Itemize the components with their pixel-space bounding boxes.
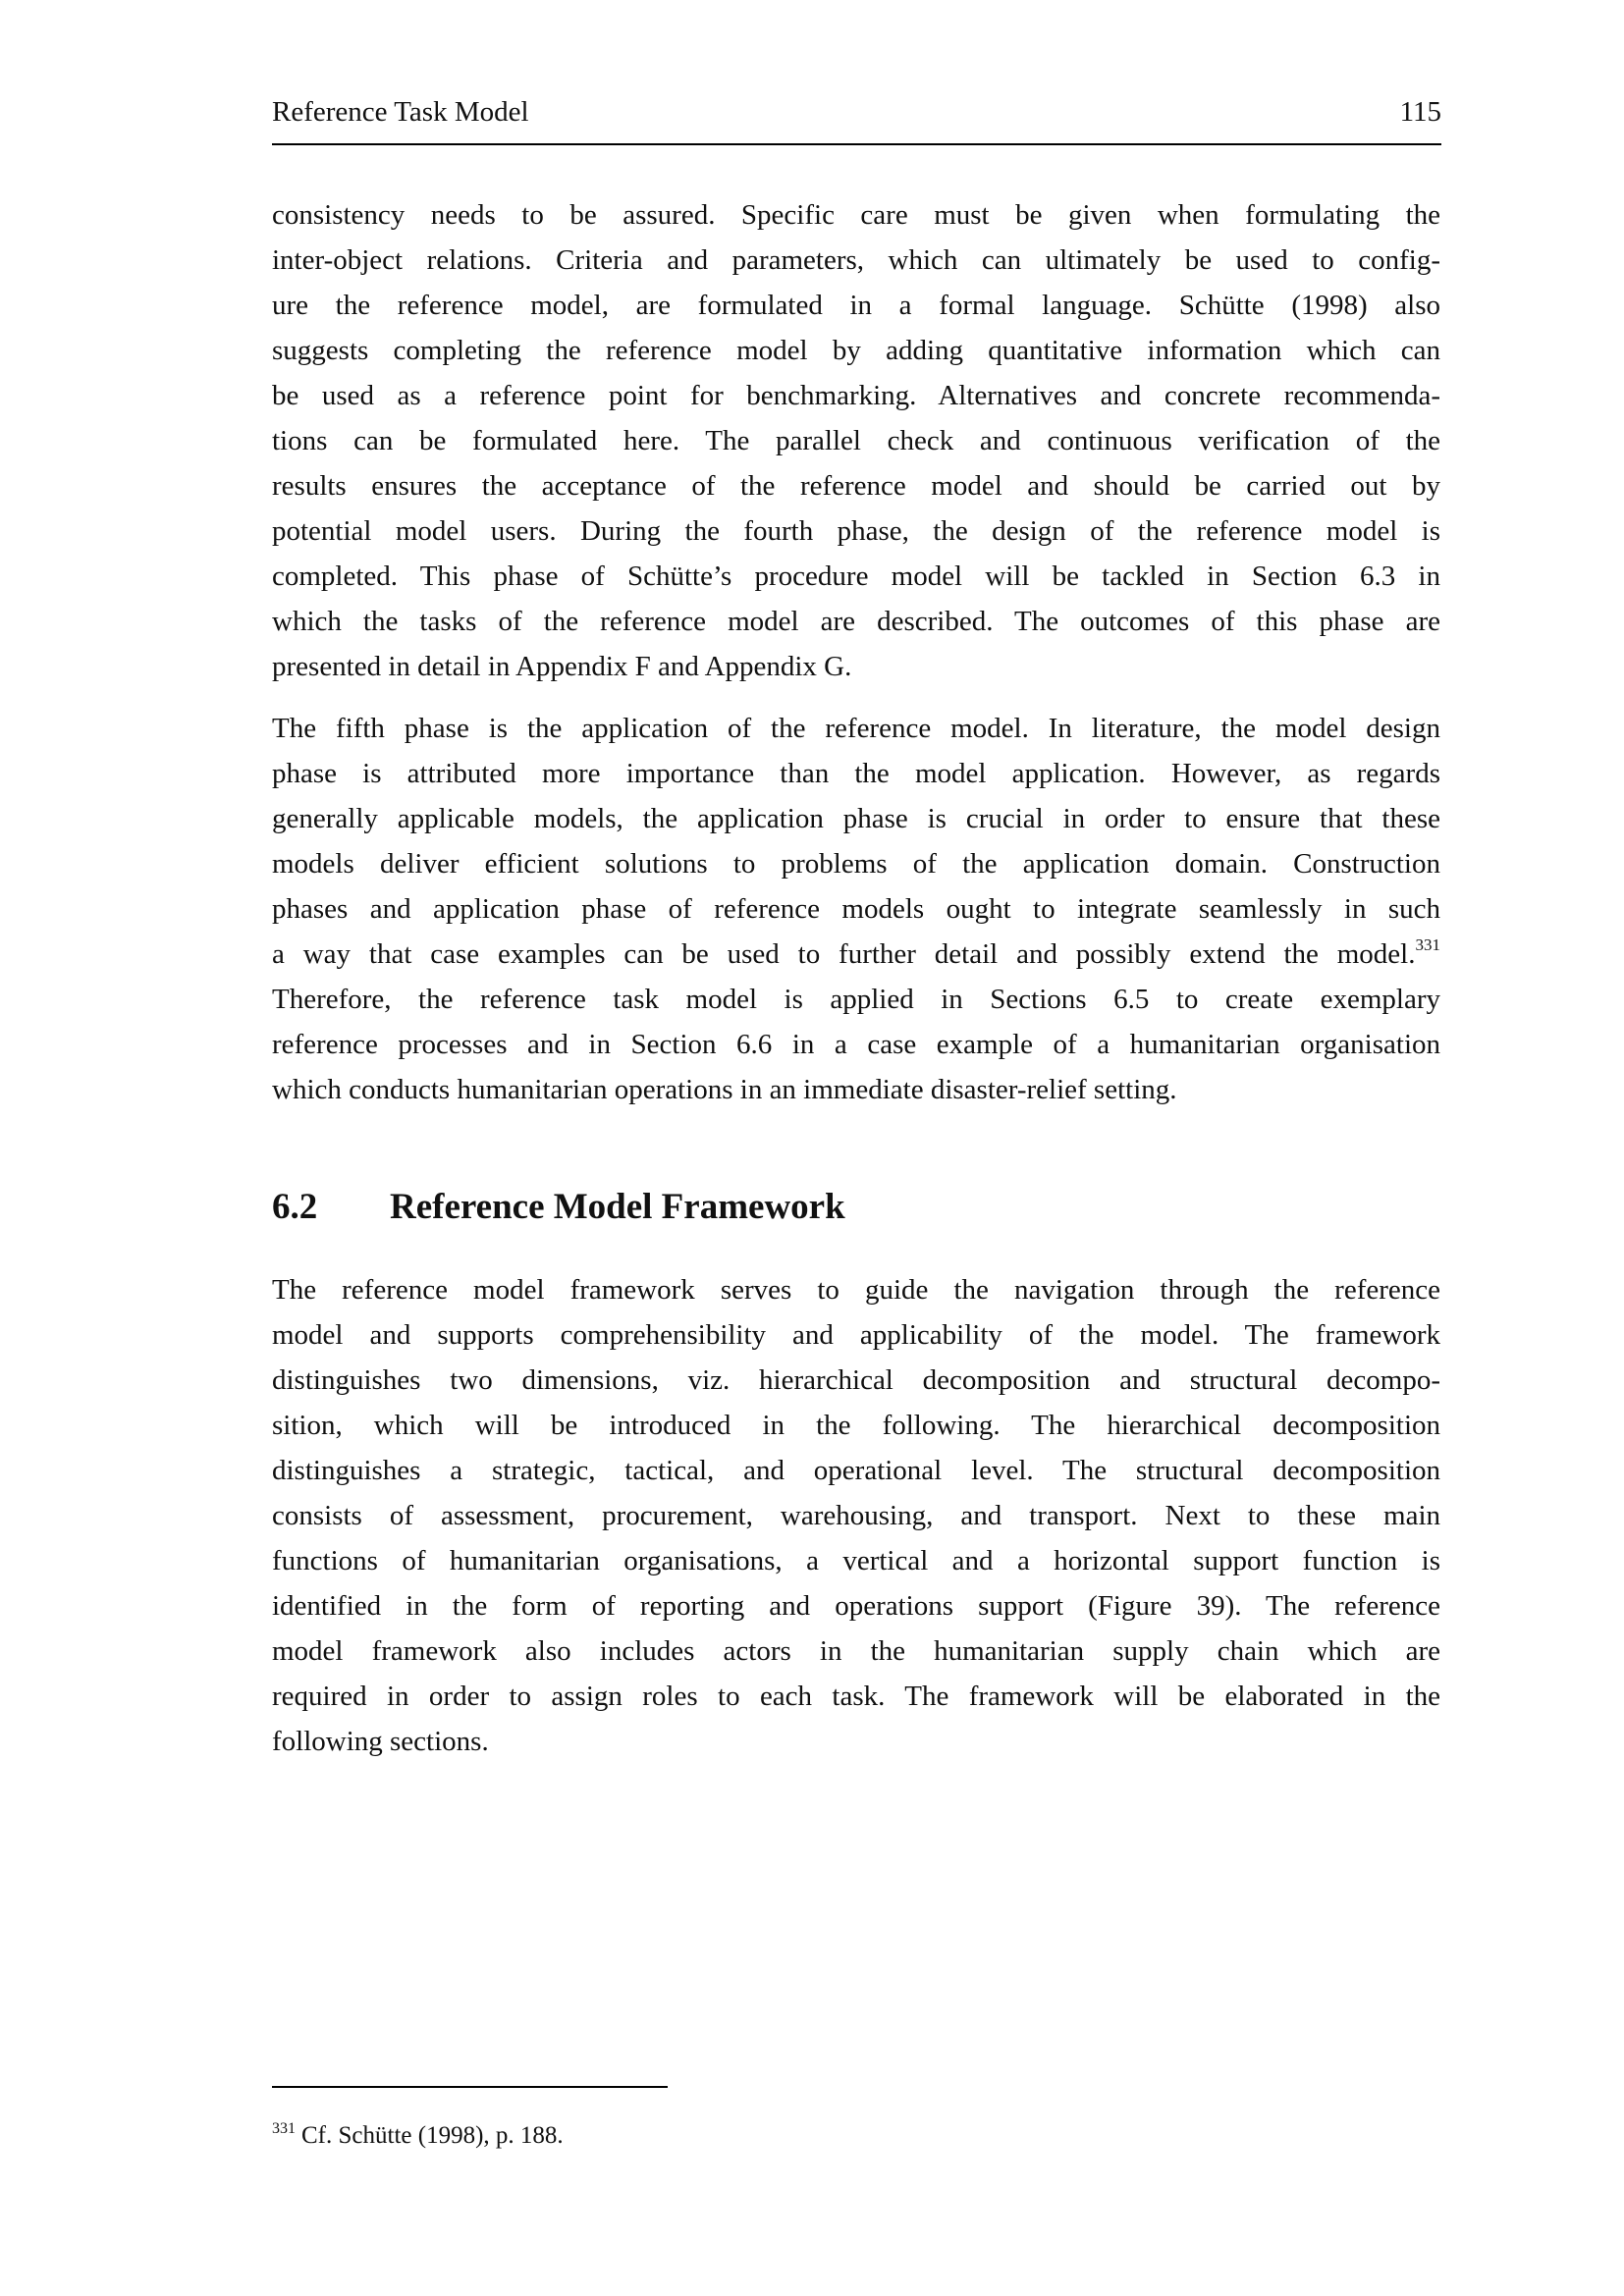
text-line [272,796,1440,841]
text-line-content: potential model users. During the fourth phase, the design of the reference model is [272,515,1440,547]
text-line [272,554,1440,599]
text-line-content: ure the reference model, are formulated in a formal language. Schütte (1998) also [272,290,1440,321]
footnote-text: Cf. Schütte (1998), p. 188. [301,2122,564,2149]
text-line [272,373,1440,418]
section-title: Reference Model Framework [390,1187,845,1227]
text-line-content: presented in detail in Appendix F and Appendix G. [272,651,852,682]
footnote [272,2122,564,2150]
text-line [272,751,1440,796]
text-line-content: functions of humanitarian organisations, a vertical and a horizontal support function is [272,1545,1440,1576]
text-line [272,1448,1440,1493]
text-line-content: inter-object relations. Criteria and parameters, which can ultimately be used to config- [272,244,1440,276]
text-line-content: model framework also includes actors in the humanitarian supply chain which are [272,1635,1440,1667]
text-line-content: a way that case examples can be used to further detail and possibly extend the model. [272,938,1416,970]
paragraph-2 [272,706,1440,1112]
text-line-content: following sections. [272,1726,489,1757]
text-line [272,1358,1440,1403]
text-line [272,1267,1440,1312]
running-header [272,96,1441,135]
text-line-content: distinguishes two dimensions, viz. hierarchical decomposition and structural decompo- [272,1364,1440,1396]
section-number: 6.2 [272,1187,318,1227]
text-line-content: sition, which will be introduced in the following. The hierarchical decomposition [272,1410,1440,1441]
text-line [272,1493,1440,1538]
text-line-content: phase is attributed more importance than the model application. However, as regards [272,758,1440,789]
text-line-content: phases and application phase of reference models ought to integrate seamlessly in such [272,893,1440,925]
text-line [272,192,1440,238]
text-line-content: required in order to assign roles to each task. The framework will be elaborated in the [272,1681,1440,1712]
text-line [272,1538,1440,1583]
text-line-content: completed. This phase of Schütte’s procedure model will be tackled in Section 6.3 in [272,561,1440,592]
text-line-content: Therefore, the reference task model is applied in Sections 6.5 to create exemplary [272,984,1440,1015]
text-line [272,283,1440,328]
text-line [272,328,1440,373]
text-line-content: generally applicable models, the application phase is crucial in order to ensure that these [272,803,1440,834]
paragraph-1 [272,192,1440,689]
text-line [272,1403,1440,1448]
text-line [272,1583,1440,1629]
header-rule [272,143,1441,145]
text-line-content: consistency needs to be assured. Specific care must be given when formulating the [272,199,1440,231]
text-line [272,418,1440,463]
text-line-content: consists of assessment, procurement, warehousing, and transport. Next to these main [272,1500,1440,1531]
text-line-content: be used as a reference point for benchmarking. Alternatives and concrete recommenda- [272,380,1440,411]
text-line [272,1067,1440,1112]
text-line [272,706,1440,751]
text-line-content: The reference model framework serves to guide the navigation through the reference [272,1274,1440,1306]
page-number: 115 [1399,96,1441,128]
text-line [272,599,1440,644]
text-line [272,1312,1440,1358]
footnote-marker: 331 [272,2120,296,2137]
footnote-rule [272,2086,668,2088]
text-line [272,977,1440,1022]
text-line [272,932,1440,977]
text-line-content: results ensures the acceptance of the reference model and should be carried out by [272,470,1440,502]
text-line-content: distinguishes a strategic, tactical, and operational level. The structural decomposition [272,1455,1440,1486]
footnote-reference[interactable]: 331 [1415,935,1440,954]
paragraph-3 [272,1267,1440,1764]
text-line-content: The fifth phase is the application of the reference model. In literature, the model design [272,713,1440,744]
text-line-content: reference processes and in Section 6.6 in a case example of a humanitarian organisation [272,1029,1440,1060]
text-line [272,1629,1440,1674]
text-line [272,463,1440,508]
text-line [272,1022,1440,1067]
text-line-content: suggests completing the reference model by adding quantitative information which can [272,335,1440,366]
text-line [272,508,1440,554]
text-line [272,886,1440,932]
text-line-content: tions can be formulated here. The parallel check and continuous verification of the [272,425,1440,456]
text-line-content: which the tasks of the reference model are described. The outcomes of this phase are [272,606,1440,637]
text-line-content: identified in the form of reporting and operations support (Figure 39). The reference [272,1590,1440,1622]
running-header-title: Reference Task Model [272,96,529,128]
text-line [272,1674,1440,1719]
text-line [272,644,1440,689]
text-line-content: which conducts humanitarian operations in an immediate disaster-relief setting. [272,1074,1177,1105]
text-line-content: model and supports comprehensibility and applicability of the model. The framework [272,1319,1440,1351]
text-line-content: models deliver efficient solutions to problems of the application domain. Construction [272,848,1440,880]
text-line [272,1719,1440,1764]
text-line [272,841,1440,886]
text-line [272,238,1440,283]
